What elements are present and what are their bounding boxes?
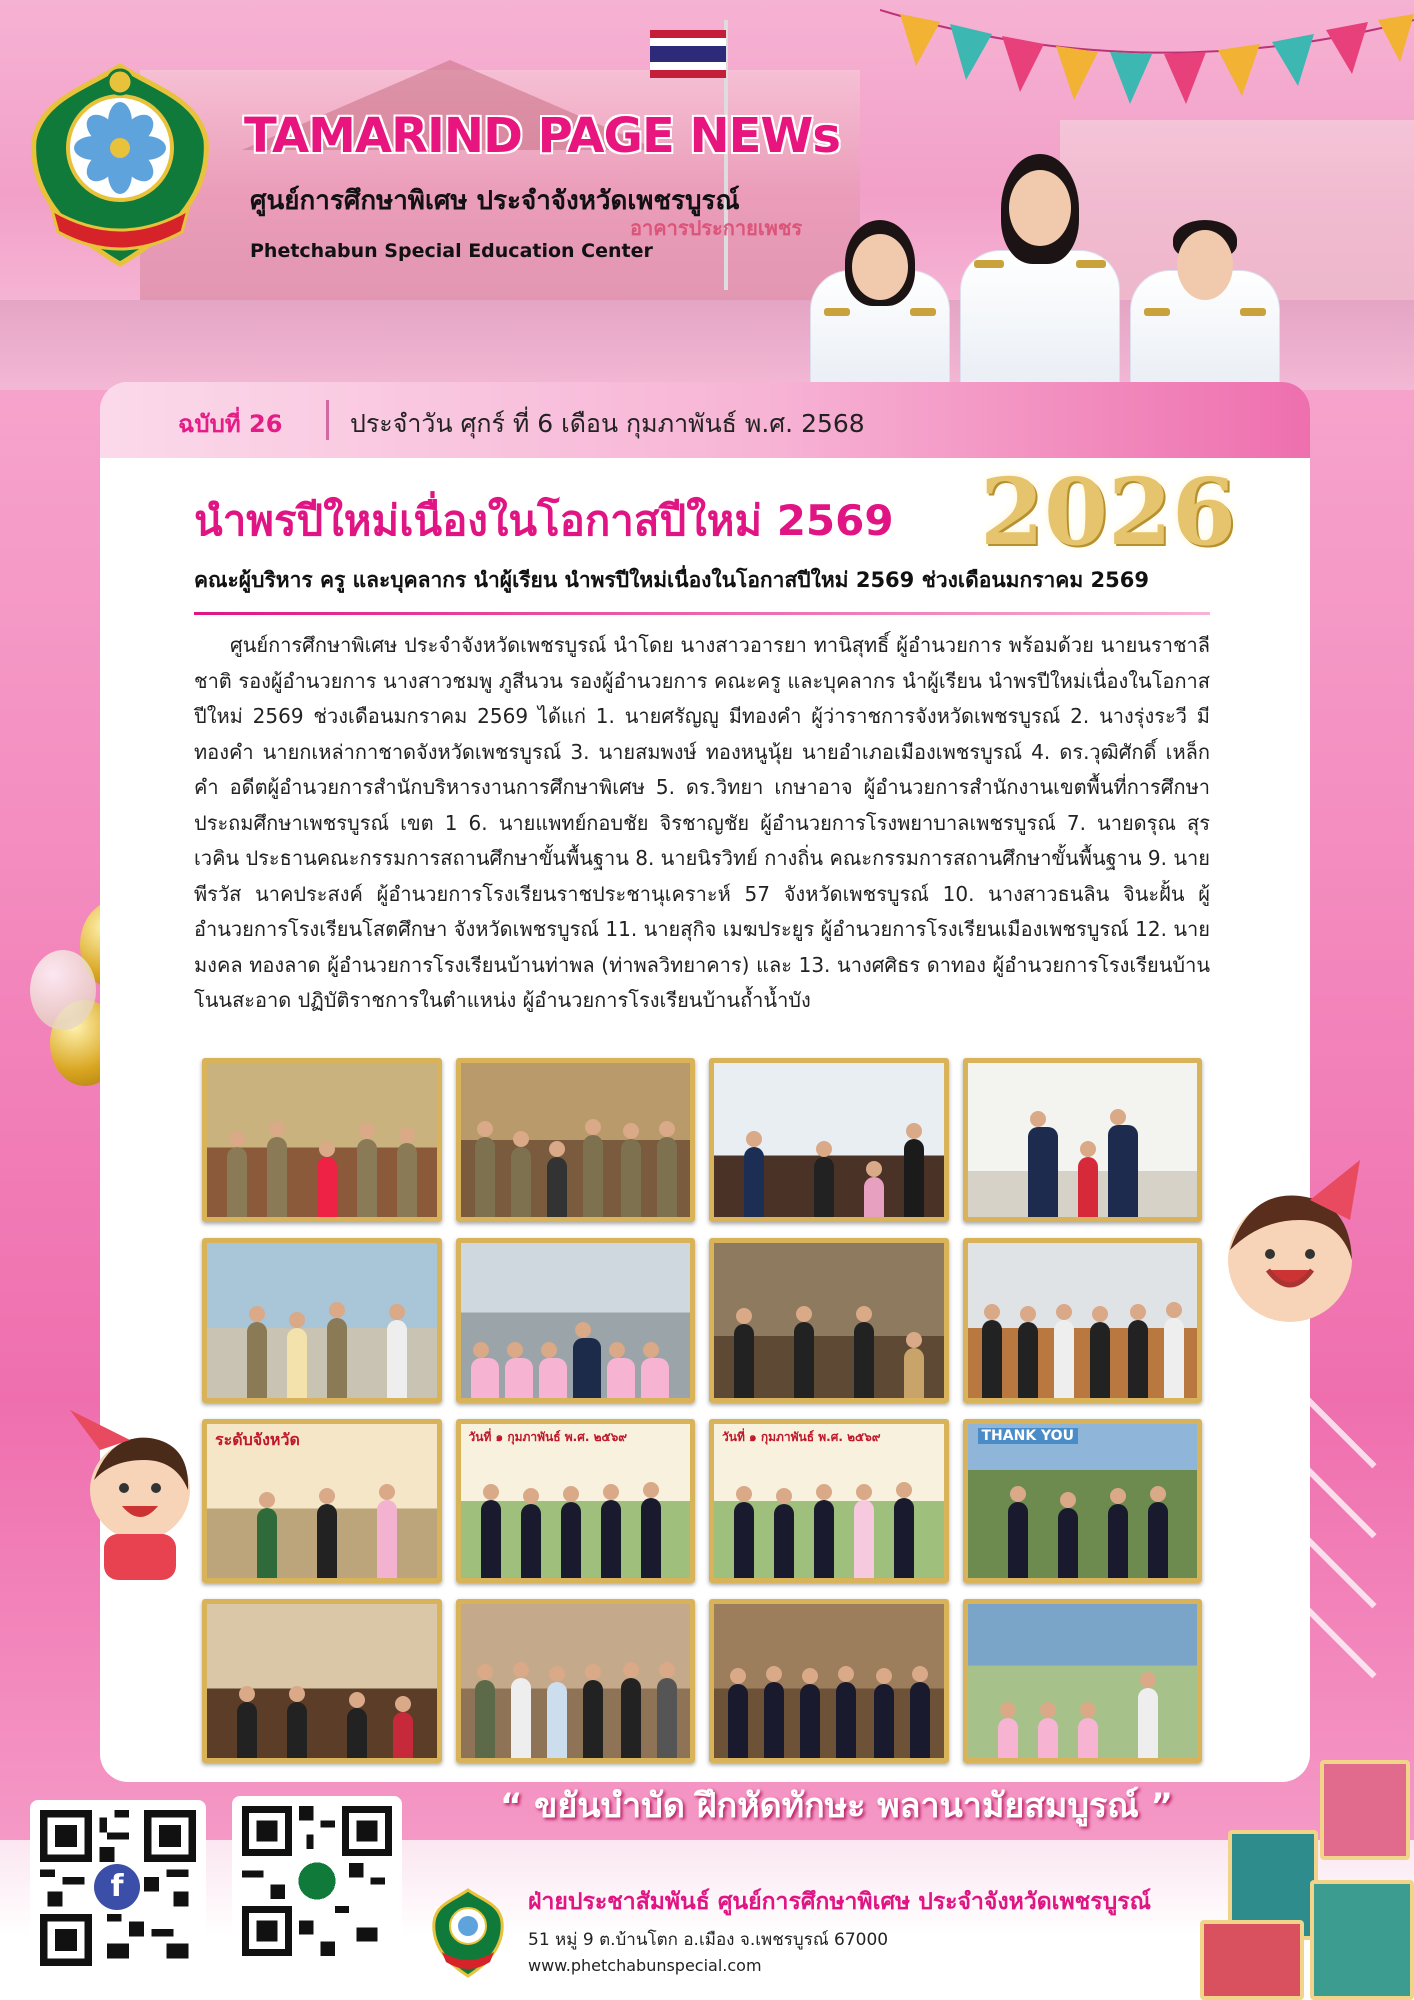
website-link[interactable]: www.phetchabunspecial.com — [528, 1956, 762, 1975]
deputy-director-right — [1130, 190, 1280, 390]
building-sign: อาคารประกายเพชร — [630, 216, 803, 240]
executives-portrait — [810, 160, 1290, 390]
school-logo — [22, 60, 218, 270]
thai-flag-icon — [650, 30, 726, 78]
article-body: ศูนย์การศึกษาพิเศษ ประจำจังหวัดเพชรบูรณ์ นำโดย นางสาวอารยา ทานิสุทธิ์ ผู้อำนวยการ พร้อมด้วย นายนราชาลีชาติ รองผู้อำนวยการ นางสาวชมพู ภูสีนวน รองผู้อำนวยการ คณะครู และบุคลากร นำผู้เรียน นำพรปีใหม่เนื่องในโอกาสปีใหม่ 2569 ช่วงเดือนมกราคม 2569 ได้แก่ 1. นายศรัญญู มีทองคำ ผู้ว่าราชการจังหวัดเพชรบูรณ์ 2. นางรุ่งระวี มีทองคำ นายกเหล่ากาชาดจังหวัดเพชรบูรณ์ 3. นายสมพงษ์ ทองหนูนุ้ย นายอำเภอเมืองเพชรบูรณ์ 4. ดร.วุฒิศักดิ์ เหล็กคำ อดีตผู้อำนวยการสำนักบริหารงานการศึกษาพิเศษ 5. ดร.วิทยา เกษาอาจ ผู้อำนวยการสำนักงานเขตพื้นที่การศึกษาประถมศึกษาเพชรบูรณ์ เขต 1 6. นายแพทย์กอบชัย จิรชาญชัย ผู้อำนวยการโรงพยาบาลเพชรบูรณ์ 7. นายดรุณ สุรเวคิน ประธานคณะกรรมการสถานศึกษาขั้นพื้นฐาน 8. นายนิรวิทย์ กางถิ่น คณะกรรมการสถานศึกษาขั้นพื้นฐาน 9. นายพีรวัส นาคประสงค์ ผู้อำนวยการโรงเรียนราชประชานุเคราะห์ 57 จังหวัดเพชรบูรณ์ 10. นางสาวธนลิน จินะฝั้น ผู้อำนวยการโรงเรียนโสตศึกษา จังหวัดเพชรบูรณ์ 11. นายสุกิจ เมฆประยูร ผู้อำนวยการโรงเรียนเมืองเพชรบูรณ์ 12. นายมงคล ทองลาด ผู้อำนวยการโรงเรียนบ้านท่าพล (ท่าพลวิทยาคาร) และ 13. นางศศิธร ดาทอง ผู้อำนวยการโรงเรียนบ้านโนนสะอาด ปฏิบัติราชการในตำแหน่ง ผู้อำนวยการโรงเรียนบ้านถ้ำน้ำบัง — [194, 633, 1210, 1012]
event-photo — [963, 1058, 1203, 1222]
article-card — [100, 382, 1310, 1782]
photo-caption: THANK YOU — [978, 1428, 1078, 1444]
event-photo — [709, 1599, 949, 1763]
article-headline: นำพรปีใหม่เนื่องในโอกาสปีใหม่ 2569 — [194, 496, 894, 545]
gift-box-icon — [1320, 1760, 1410, 1860]
event-photo — [963, 1238, 1203, 1402]
photo-gallery — [202, 1058, 1202, 1763]
address: 51 หมู่ 9 ต.บ้านโตก อ.เมือง จ.เพชรบูรณ์ 67000 — [528, 1930, 889, 1950]
school-slogan: “ ขยันบำบัด ฝึกหัดทักษะ พลานามัยสมบูรณ์ ” — [500, 1786, 1174, 1826]
pr-department: ฝ่ายประชาสัมพันธ์ ศูนย์การศึกษาพิเศษ ประจำจังหวัดเพชรบูรณ์ — [528, 1889, 1151, 1915]
gift-box-icon — [1310, 1880, 1414, 2000]
event-photo — [709, 1419, 949, 1583]
school-logo-small — [430, 1888, 506, 1978]
event-photo — [963, 1419, 1203, 1583]
event-photo — [202, 1238, 442, 1402]
confetti-balloon-icon — [30, 950, 96, 1030]
issue-divider — [326, 400, 329, 440]
gift-box-icon — [1200, 1920, 1304, 2000]
party-kid-girl-icon — [1190, 1160, 1390, 1360]
photo-caption: วันที่ ๑ กุมภาพันธ์ พ.ศ. ๒๕๖๙ — [722, 1429, 881, 1444]
event-photo — [202, 1058, 442, 1222]
headline-divider — [194, 612, 1210, 615]
center-name-thai: ศูนย์การศึกษาพิเศษ ประจำจังหวัดเพชรบูรณ์ — [250, 186, 740, 216]
event-photo — [456, 1599, 696, 1763]
event-photo — [456, 1238, 696, 1402]
issue-bar — [100, 382, 1310, 458]
website-qr-code[interactable] — [232, 1796, 402, 1966]
photo-caption: ระดับจังหวัด — [215, 1429, 300, 1449]
newsletter-title: TAMARIND PAGE NEWs — [244, 108, 840, 164]
event-photo — [202, 1419, 442, 1583]
deputy-director-left — [810, 190, 950, 390]
issue-number: ฉบับที่ 26 — [178, 410, 283, 438]
director-center — [960, 154, 1120, 390]
header-banner — [0, 0, 1414, 390]
event-photo — [456, 1058, 696, 1222]
year-decoration: 2026 — [980, 458, 1237, 566]
event-photo — [709, 1238, 949, 1402]
photo-caption: วันที่ ๑ กุมภาพันธ์ พ.ศ. ๒๕๖๙ — [468, 1429, 627, 1444]
bunting-decoration — [880, 0, 1414, 130]
event-photo — [456, 1419, 696, 1583]
issue-date: ประจำวัน ศุกร์ ที่ 6 เดือน กุมภาพันธ์ พ.ศ. 2568 — [350, 409, 865, 438]
facebook-icon: f — [94, 1864, 140, 1910]
article-subheadline: คณะผู้บริหาร ครู และบุคลากร นำผู้เรียน นำพรปีใหม่เนื่องในโอกาสปีใหม่ 2569 ช่วงเดือนมกราคม 2569 — [194, 568, 1149, 592]
party-kid-boy-icon — [60, 1410, 220, 1580]
event-photo — [202, 1599, 442, 1763]
event-photo — [963, 1599, 1203, 1763]
event-photo — [709, 1058, 949, 1222]
center-name-english: Phetchabun Special Education Center — [250, 240, 653, 262]
